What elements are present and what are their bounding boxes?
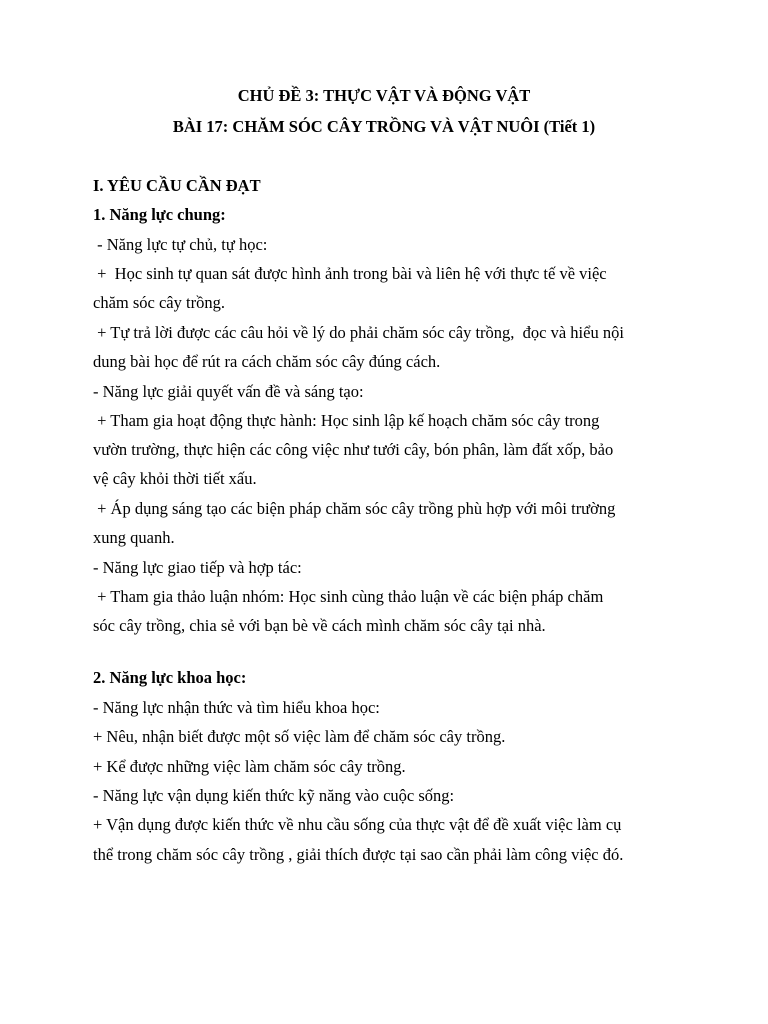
paragraph-line: + Học sinh tự quan sát được hình ảnh trong bài và liên hệ với thực tế về việc <box>93 264 607 283</box>
paragraph-line: + Áp dụng sáng tạo các biện pháp chăm sóc cây trồng phù hợp với môi trường <box>93 499 616 518</box>
paragraph-line: + Tham gia thảo luận nhóm: Học sinh cùng thảo luận về các biện pháp chăm <box>93 587 604 606</box>
paragraph-line: sóc cây trồng, chia sẻ với bạn bè về cách mình chăm sóc cây tại nhà. <box>93 616 546 635</box>
document-title-lesson: BÀI 17: CHĂM SÓC CÂY TRỒNG VÀ VẬT NUÔI (Tiết 1) <box>172 117 596 136</box>
paragraph-line: vườn trường, thực hiện các công việc như tưới cây, bón phân, làm đất xốp, bảo <box>93 440 614 459</box>
paragraph-line: + Nêu, nhận biết được một số việc làm để chăm sóc cây trồng. <box>93 727 506 746</box>
paragraph-line: + Vận dụng được kiến thức về nhu cầu sống của thực vật để đề xuất việc làm cụ <box>93 815 622 834</box>
paragraph-line: chăm sóc cây trồng. <box>93 293 225 312</box>
document-title-topic: CHỦ ĐỀ 3: THỰC VẬT VÀ ĐỘNG VẬT <box>237 86 531 105</box>
paragraph-line: + Tham gia hoạt động thực hành: Học sinh lập kế hoạch chăm sóc cây trong <box>93 411 600 430</box>
paragraph-line: - Năng lực giao tiếp và hợp tác: <box>93 558 302 577</box>
paragraph-line: vệ cây khỏi thời tiết xấu. <box>93 469 257 488</box>
section-heading-requirements: I. YÊU CẦU CẦN ĐẠT <box>93 176 261 195</box>
paragraph-line: thể trong chăm sóc cây trồng , giải thích được tại sao cần phải làm công việc đó. <box>93 845 624 864</box>
paragraph-line: - Năng lực giải quyết vấn đề và sáng tạo: <box>93 382 364 401</box>
subsection-heading-general-competence: 1. Năng lực chung: <box>93 205 226 224</box>
subsection-heading-science-competence: 2. Năng lực khoa học: <box>93 668 247 687</box>
paragraph-line: - Năng lực vận dụng kiến thức kỹ năng vào cuộc sống: <box>93 786 455 805</box>
paragraph-line: dung bài học để rút ra cách chăm sóc cây đúng cách. <box>93 352 441 371</box>
paragraph-line: - Năng lực tự chủ, tự học: <box>93 235 268 254</box>
paragraph-line: + Tự trả lời được các câu hỏi về lý do phải chăm sóc cây trồng, đọc và hiểu nội <box>93 323 624 342</box>
paragraph-line: xung quanh. <box>93 528 175 547</box>
paragraph-line: + Kể được những việc làm chăm sóc cây trồng. <box>93 757 406 776</box>
paragraph-line: - Năng lực nhận thức và tìm hiểu khoa học: <box>93 698 380 717</box>
